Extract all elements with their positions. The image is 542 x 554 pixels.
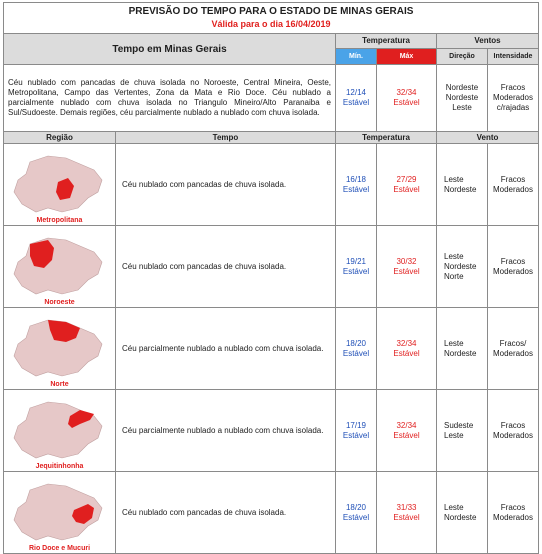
region-map-cell	[4, 308, 116, 390]
intensity-line: Moderados	[492, 266, 534, 276]
region-directions	[437, 472, 488, 554]
region-min	[336, 308, 377, 390]
max-status: Estável	[393, 184, 420, 194]
intensity-line: Moderados	[492, 348, 534, 358]
region-max	[377, 472, 437, 554]
summary-header-row	[4, 34, 539, 49]
minas-gerais-map	[8, 152, 112, 216]
direction-line: Leste	[444, 251, 464, 261]
region-intensity	[488, 226, 539, 308]
intensity-line: Moderados	[492, 512, 534, 522]
region-map-cell	[4, 472, 116, 554]
direction-line: Nordeste	[444, 348, 477, 358]
col-region: Região	[4, 132, 116, 144]
region-intensity	[488, 472, 539, 554]
min-value: 18/20	[345, 338, 367, 348]
min-status: Estável	[342, 348, 370, 358]
region-condition: Céu parcialmente nublado a nublado com chuva isolada.	[116, 308, 336, 390]
region-directions	[437, 390, 488, 472]
col-weather: Tempo	[116, 132, 336, 144]
col-temperature: Temperatura	[336, 132, 437, 144]
max-value: 32/34	[396, 88, 417, 97]
region-name: Norte	[50, 381, 69, 388]
region-min	[336, 472, 377, 554]
max-value: 31/33	[396, 502, 417, 512]
summary-heading: Tempo em Minas Gerais	[4, 34, 336, 65]
min-status: Estável	[342, 184, 370, 194]
region-name: Rio Doce e Mucuri	[28, 545, 91, 552]
max-status: Estável	[393, 512, 420, 522]
region-min	[336, 226, 377, 308]
intensity-line: Fracos	[500, 420, 526, 430]
intensity-line: Fracos	[500, 502, 526, 512]
max-value: 27/29	[396, 174, 417, 184]
direction-line: Nordeste	[444, 512, 477, 522]
min-value: 19/21	[345, 256, 367, 266]
forecast-table	[3, 2, 539, 554]
column-header-row	[4, 132, 539, 144]
region-max	[377, 390, 437, 472]
region-name: Jequitinhonha	[35, 463, 84, 470]
intensity-label: Intensidade	[488, 48, 539, 64]
region-row	[4, 226, 539, 308]
region-condition: Céu nublado com pancadas de chuva isolada.	[116, 226, 336, 308]
intensity-line: c/rajadas	[496, 103, 530, 112]
max-label: Máx	[377, 48, 437, 64]
intensity-line: Moderados	[492, 184, 534, 194]
region-max	[377, 308, 437, 390]
region-max	[377, 144, 437, 226]
valid-date: Válida para o dia 16/04/2019	[211, 19, 331, 29]
summary-text: Céu nublado com pancadas de chuva isolada no Noroeste, Central Mineira, Oeste, Metropolitana, Campo das Vertentes, Zona da Mata e Rio Doce. Céu nublado a parcialmente nublado com chuva isolada no Triangulo Mineiro/Alto Paranaiba e Sul/Sudoeste. Demais regiões, céu parcialmente nublado a nublado com chuva isolada.	[4, 65, 336, 132]
summary-max	[377, 65, 437, 132]
minas-gerais-map	[8, 398, 112, 462]
region-row	[4, 144, 539, 226]
min-value: 12/14	[345, 88, 367, 97]
page-title: PREVISÃO DO TEMPO PARA O ESTADO DE MINAS GERAIS	[128, 6, 414, 17]
min-status: Estável	[342, 266, 370, 276]
region-name: Noroeste	[44, 299, 75, 306]
direction-line: Norte	[444, 271, 464, 281]
region-row	[4, 472, 539, 554]
minas-gerais-map	[8, 480, 112, 544]
max-status: Estável	[393, 348, 420, 358]
intensity-line: Fracos	[500, 83, 526, 92]
summary-intensity	[488, 65, 539, 132]
region-directions	[437, 226, 488, 308]
summary-min	[336, 65, 377, 132]
min-label: Mín.	[336, 48, 377, 64]
region-directions	[437, 144, 488, 226]
region-max	[377, 226, 437, 308]
title-cell	[4, 3, 539, 34]
summary-row	[4, 65, 539, 132]
direction-line: Sudeste	[444, 420, 474, 430]
max-status: Estável	[393, 430, 420, 440]
region-row	[4, 390, 539, 472]
direction-line: Nordeste	[445, 93, 479, 102]
region-intensity	[488, 144, 539, 226]
max-status: Estável	[393, 266, 420, 276]
min-status: Estável	[342, 512, 370, 522]
direction-line: Leste	[444, 502, 464, 512]
intensity-line: Fracos/	[499, 338, 527, 348]
region-min	[336, 390, 377, 472]
region-map-cell	[4, 144, 116, 226]
region-intensity	[488, 390, 539, 472]
summary-directions	[437, 65, 488, 132]
min-value: 18/20	[345, 502, 367, 512]
summary-temp-heading: Temperatura	[336, 34, 437, 49]
region-directions	[437, 308, 488, 390]
intensity-line: Fracos	[500, 174, 526, 184]
region-row	[4, 308, 539, 390]
region-condition: Céu nublado com pancadas de chuva isolada.	[116, 144, 336, 226]
min-value: 17/19	[345, 420, 367, 430]
max-value: 32/34	[396, 338, 417, 348]
summary-winds-heading: Ventos	[437, 34, 539, 49]
intensity-line: Fracos	[500, 256, 526, 266]
direction-line: Nordeste	[445, 83, 479, 92]
intensity-line: Moderados	[492, 93, 534, 102]
col-wind: Vento	[437, 132, 539, 144]
region-name: Metropolitana	[36, 217, 83, 224]
max-value: 32/34	[396, 420, 417, 430]
region-map-cell	[4, 390, 116, 472]
direction-label: Direção	[437, 48, 488, 64]
intensity-line: Moderados	[492, 430, 534, 440]
region-min	[336, 144, 377, 226]
direction-line: Leste	[444, 174, 464, 184]
region-intensity	[488, 308, 539, 390]
min-status: Estável	[342, 98, 370, 107]
minas-gerais-map	[8, 234, 112, 298]
region-condition: Céu nublado com pancadas de chuva isolada.	[116, 472, 336, 554]
direction-line: Leste	[452, 103, 472, 112]
direction-line: Leste	[444, 338, 464, 348]
minas-gerais-map	[8, 316, 112, 380]
max-status: Estável	[393, 98, 420, 107]
region-condition: Céu parcialmente nublado a nublado com chuva isolada.	[116, 390, 336, 472]
min-status: Estável	[342, 430, 370, 440]
min-value: 16/18	[345, 174, 367, 184]
max-value: 30/32	[396, 256, 417, 266]
region-map-cell	[4, 226, 116, 308]
direction-line: Leste	[444, 430, 464, 440]
direction-line: Nordeste	[444, 261, 477, 271]
title-row	[4, 3, 539, 34]
direction-line: Nordeste	[444, 184, 477, 194]
